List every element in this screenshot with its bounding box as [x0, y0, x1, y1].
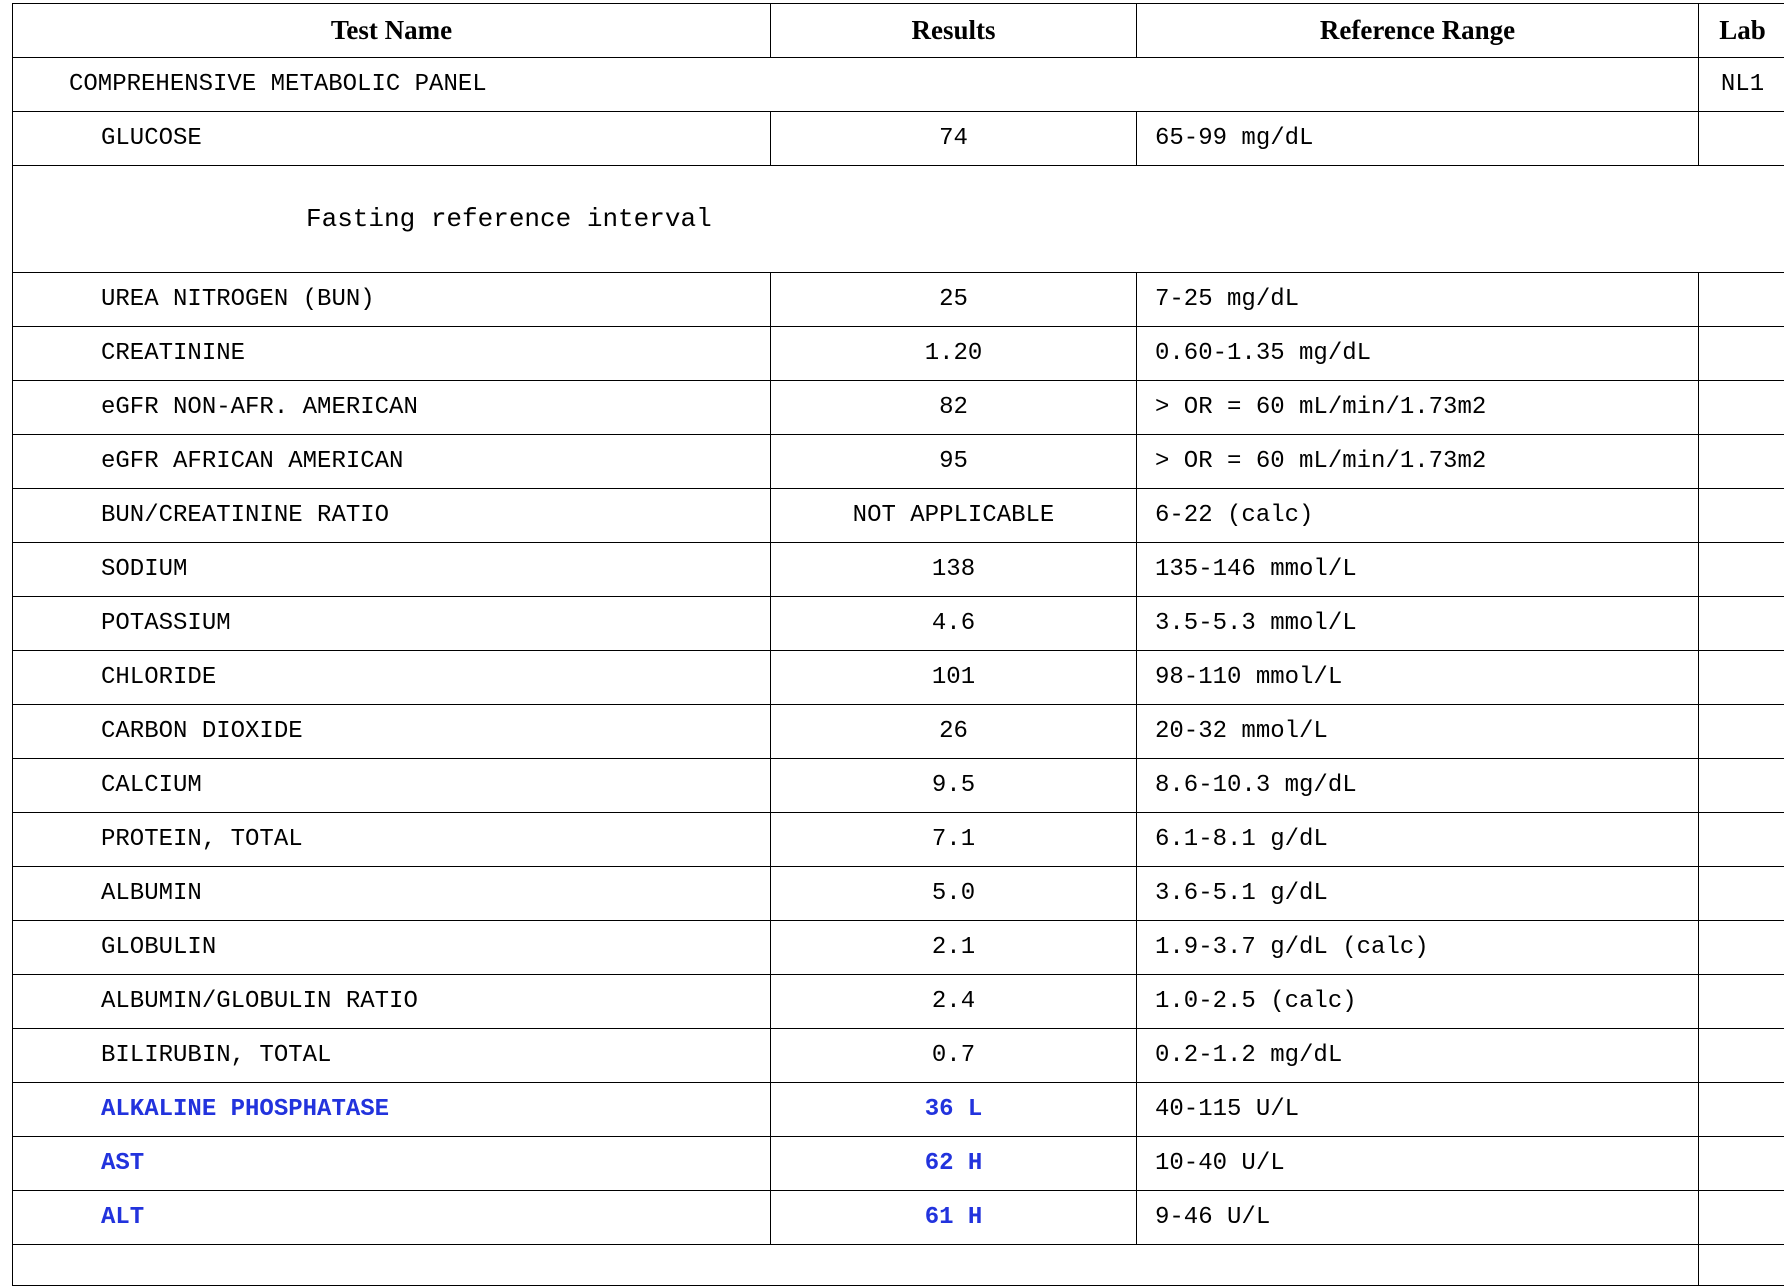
test-name: CALCIUM — [13, 759, 771, 813]
test-result: 25 — [771, 273, 1137, 327]
test-name: PROTEIN, TOTAL — [13, 813, 771, 867]
test-lab — [1699, 112, 1784, 166]
test-lab — [1699, 1191, 1784, 1245]
test-reference: 0.2-1.2 mg/dL — [1137, 1029, 1699, 1083]
test-result: 0.7 — [771, 1029, 1137, 1083]
panel-lab-code: NL1 — [1699, 58, 1784, 112]
test-result-flagged: 62 H — [771, 1137, 1137, 1191]
test-name: CREATININE — [13, 327, 771, 381]
test-reference: 1.9-3.7 g/dL (calc) — [1137, 921, 1699, 975]
test-name: SODIUM — [13, 543, 771, 597]
test-lab — [1699, 1029, 1784, 1083]
result-row-carbon-dioxide — [13, 705, 1784, 759]
result-row-chloride — [13, 651, 1784, 705]
test-lab — [1699, 1083, 1784, 1137]
test-result: 7.1 — [771, 813, 1137, 867]
test-name: ALBUMIN — [13, 867, 771, 921]
test-reference: 98-110 mmol/L — [1137, 651, 1699, 705]
result-row-sodium — [13, 543, 1784, 597]
test-lab — [1699, 381, 1784, 435]
test-reference: 40-115 U/L — [1137, 1083, 1699, 1137]
test-lab — [1699, 705, 1784, 759]
continuation-lab-cell — [1699, 1245, 1784, 1286]
result-row-glucose — [13, 112, 1784, 166]
test-name-flagged: AST — [13, 1137, 771, 1191]
test-lab — [1699, 489, 1784, 543]
result-row-albumin — [13, 867, 1784, 921]
result-row-creatinine — [13, 327, 1784, 381]
test-result-flagged: 36 L — [771, 1083, 1137, 1137]
test-result: 9.5 — [771, 759, 1137, 813]
test-name: UREA NITROGEN (BUN) — [13, 273, 771, 327]
test-name: CARBON DIOXIDE — [13, 705, 771, 759]
test-name: eGFR NON-AFR. AMERICAN — [13, 381, 771, 435]
test-name: ALBUMIN/GLOBULIN RATIO — [13, 975, 771, 1029]
test-lab — [1699, 273, 1784, 327]
test-name: eGFR AFRICAN AMERICAN — [13, 435, 771, 489]
result-row-calcium — [13, 759, 1784, 813]
test-lab — [1699, 921, 1784, 975]
test-reference: 3.6-5.1 g/dL — [1137, 867, 1699, 921]
continuation-cell — [13, 1245, 1699, 1286]
test-result: NOT APPLICABLE — [771, 489, 1137, 543]
test-reference: 9-46 U/L — [1137, 1191, 1699, 1245]
test-lab — [1699, 651, 1784, 705]
test-reference: 10-40 U/L — [1137, 1137, 1699, 1191]
test-lab — [1699, 813, 1784, 867]
result-row-protein-total — [13, 813, 1784, 867]
test-lab — [1699, 327, 1784, 381]
test-reference: 3.5-5.3 mmol/L — [1137, 597, 1699, 651]
test-reference: 6-22 (calc) — [1137, 489, 1699, 543]
panel-row — [13, 58, 1784, 112]
test-result: 2.4 — [771, 975, 1137, 1029]
result-row-alkaline-phosphatase — [13, 1083, 1784, 1137]
test-result: 138 — [771, 543, 1137, 597]
test-name-flagged: ALT — [13, 1191, 771, 1245]
test-reference: 7-25 mg/dL — [1137, 273, 1699, 327]
test-result: 74 — [771, 112, 1137, 166]
test-lab — [1699, 543, 1784, 597]
test-reference: 65-99 mg/dL — [1137, 112, 1699, 166]
test-name: BILIRUBIN, TOTAL — [13, 1029, 771, 1083]
result-row-egfr-non-afr — [13, 381, 1784, 435]
result-row-bun — [13, 273, 1784, 327]
test-result: 4.6 — [771, 597, 1137, 651]
test-reference: 20-32 mmol/L — [1137, 705, 1699, 759]
test-lab — [1699, 867, 1784, 921]
test-result: 95 — [771, 435, 1137, 489]
result-row-globulin — [13, 921, 1784, 975]
test-reference: 6.1-8.1 g/dL — [1137, 813, 1699, 867]
test-result: 101 — [771, 651, 1137, 705]
test-name-flagged: ALKALINE PHOSPHATASE — [13, 1083, 771, 1137]
test-reference: > OR = 60 mL/min/1.73m2 — [1137, 435, 1699, 489]
continuation-row — [13, 1245, 1784, 1286]
test-name: CHLORIDE — [13, 651, 771, 705]
test-lab — [1699, 1137, 1784, 1191]
result-row-egfr-afr — [13, 435, 1784, 489]
test-result-flagged: 61 H — [771, 1191, 1137, 1245]
test-result: 2.1 — [771, 921, 1137, 975]
lab-results-table — [12, 3, 1784, 1286]
test-lab — [1699, 759, 1784, 813]
test-reference: 135-146 mmol/L — [1137, 543, 1699, 597]
test-lab — [1699, 435, 1784, 489]
test-result: 1.20 — [771, 327, 1137, 381]
test-name: GLUCOSE — [13, 112, 771, 166]
test-result: 5.0 — [771, 867, 1137, 921]
panel-name: COMPREHENSIVE METABOLIC PANEL — [13, 58, 1699, 112]
test-lab — [1699, 975, 1784, 1029]
comment-text: Fasting reference interval — [13, 166, 1784, 273]
test-reference: > OR = 60 mL/min/1.73m2 — [1137, 381, 1699, 435]
result-row-alt — [13, 1191, 1784, 1245]
result-row-potassium — [13, 597, 1784, 651]
test-name: POTASSIUM — [13, 597, 771, 651]
header-reference-range: Reference Range — [1137, 4, 1699, 58]
test-lab — [1699, 597, 1784, 651]
test-name: BUN/CREATININE RATIO — [13, 489, 771, 543]
test-reference: 0.60-1.35 mg/dL — [1137, 327, 1699, 381]
test-name: GLOBULIN — [13, 921, 771, 975]
header-test-name: Test Name — [13, 4, 771, 58]
test-reference: 8.6-10.3 mg/dL — [1137, 759, 1699, 813]
test-reference: 1.0-2.5 (calc) — [1137, 975, 1699, 1029]
header-row — [13, 4, 1784, 58]
result-row-albumin-globulin-ratio — [13, 975, 1784, 1029]
header-lab: Lab — [1699, 4, 1784, 58]
comment-row — [13, 166, 1784, 273]
test-result: 26 — [771, 705, 1137, 759]
header-results: Results — [771, 4, 1137, 58]
result-row-bun-creatinine-ratio — [13, 489, 1784, 543]
result-row-bilirubin-total — [13, 1029, 1784, 1083]
result-row-ast — [13, 1137, 1784, 1191]
test-result: 82 — [771, 381, 1137, 435]
